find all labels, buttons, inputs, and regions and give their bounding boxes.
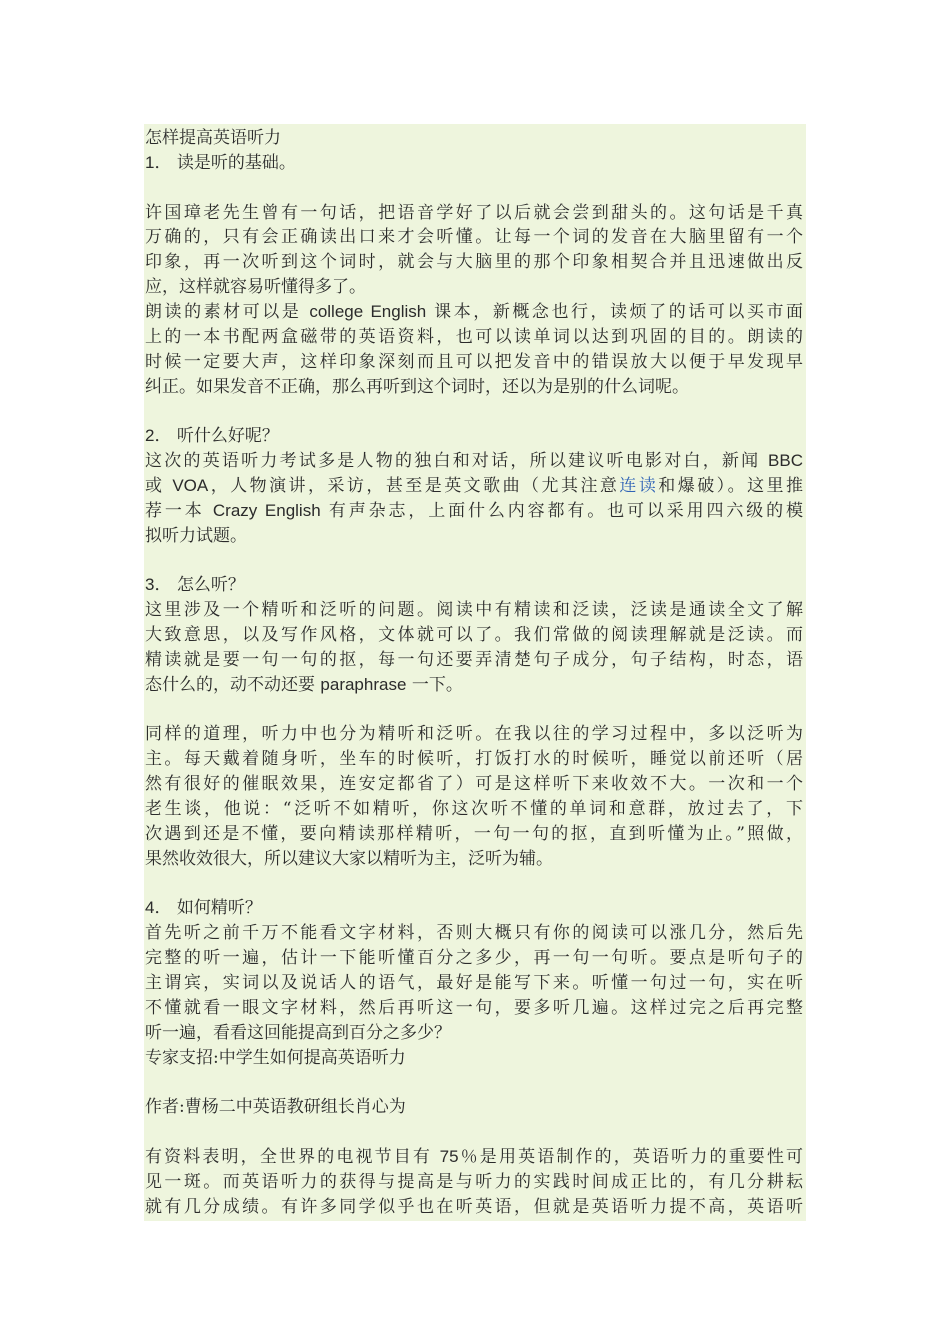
text-line: 荐一本 Crazy English 有声杂志，上面什么内容都有。也可以采用四六级的模	[145, 500, 804, 521]
text-line: 主谓宾，实词以及说话人的语气，最好是能写下来。听懂一句过一句，实在听	[145, 972, 803, 993]
text-line: 上的一本书配两盒磁带的英语资料，也可以读单词以达到巩固的目的。朗读的	[145, 326, 803, 347]
text-line: 印象，再一次听到这个词时，就会与大脑里的那个印象相契合并且迅速做出反	[145, 252, 803, 273]
text-line: 3． 怎么听？	[145, 575, 245, 596]
text-line: 首先听之前千万不能看文字材料，否则大概只有你的阅读可以涨几分，然后先	[145, 923, 803, 944]
highlighted-text-block	[144, 124, 806, 1221]
text-line: 老生谈，他说：“泛听不如精听，你这次听不懂的单词和意群，放过去了，下	[145, 799, 803, 819]
text-line: 见一斑。而英语听力的获得与提高是与听力的实践时间成正比的，有几分耕耘	[145, 1171, 803, 1192]
text-line: 态什么的，动不动还要 paraphrase 一下。	[145, 674, 463, 695]
latin-text: 75	[439, 1146, 459, 1166]
text-line: 万确的，只有会正确读出口来才会听懂。让每一个词的发音在大脑里留有一个	[145, 227, 803, 248]
text-line: 听一遍，看看这回能提高到百分之多少？	[145, 1022, 451, 1043]
text-line: 怎样提高英语听力	[145, 128, 281, 148]
text-line: 2． 听什么好呢？	[145, 426, 279, 447]
text-line: 许国璋老先生曾有一句话，把语音学好了以后就会尝到甜头的。这句话是千真	[145, 202, 803, 223]
text-line: 专家支招:中学生如何提高英语听力	[145, 1047, 406, 1068]
latin-text: 1	[145, 152, 155, 172]
text-line: 同样的道理，听力中也分为精听和泛听。在我以往的学习过程中，多以泛听为	[145, 724, 803, 745]
latin-text: 2	[145, 426, 155, 446]
text-line: 果然收效很大，所以建议大家以精听为主，泛听为辅。	[145, 848, 553, 869]
latin-text: Crazy English	[212, 500, 321, 520]
text-line: 大致意思，以及写作风格，文体就可以了。我们常做的阅读理解就是泛读。而	[145, 625, 803, 645]
text-line: 时候一定要大声，这样印象深刻而且可以把发音中的错误放大以便于早发现早	[145, 351, 803, 372]
text-line: 或 VOA，人物演讲，采访，甚至是英文歌曲（尤其注意连读和爆破）。这里推	[145, 475, 804, 496]
latin-text: VOA	[172, 475, 209, 495]
text-line: 精读就是要一句一句的抠，每一句还要弄清楚句子成分，句子结构，时态，语	[145, 649, 803, 670]
latin-text: college English	[309, 302, 427, 321]
text-line: 这里涉及一个精听和泛听的问题。阅读中有精读和泛读，泛读是通读全文了解	[145, 600, 803, 621]
text-line: 不懂就看一眼文字材料，然后再听这一句，要多听几遍。这样过完之后再完整	[145, 997, 803, 1018]
latin-text: 4	[145, 898, 155, 918]
text-line: 然有很好的催眠效果，连安定都省了）可是这样听下来收效不大。一次和一个	[145, 774, 803, 795]
text-line: 应，这样就容易听懂得多了。	[145, 277, 366, 298]
text-line: 朗读的素材可以是 college English 课本，新概念也行，读烦了的话可以买市面	[145, 302, 804, 322]
latin-text: 3	[145, 575, 155, 595]
latin-text: paraphrase	[320, 674, 407, 694]
text-line: 纠正。如果发音不正确，那么再听到这个词时，还以为是别的什么词呢。	[145, 376, 689, 397]
text-line: 主。每天戴着随身听，坐车的时候听，打饭打水的时候听，睡觉以前还听（居	[145, 749, 803, 770]
latin-text: BBC	[768, 451, 803, 471]
text-line: 拟听力试题。	[145, 525, 247, 546]
text-line: 次遇到还是不懂，要向精读那样精听，一句一句的抠，直到听懂为止。”照做，	[145, 823, 803, 844]
text-line: 完整的听一遍，估计一下能听懂百分之多少，再一句一句听。要点是听句子的	[145, 948, 803, 969]
text-line: 有资料表明，全世界的电视节目有 75％是用英语制作的，英语听力的重要性可	[145, 1146, 804, 1167]
text-line: 这次的英语听力考试多是人物的独白和对话，所以建议听电影对白，新闻 BBC	[145, 451, 803, 472]
text-line: 作者:曹杨二中英语教研组长肖心为	[145, 1097, 406, 1118]
text-line: 4． 如何精听？	[145, 898, 262, 919]
text-line: 1． 读是听的基础。	[145, 152, 296, 173]
text-line: 就有几分成绩。有许多同学似乎也在听英语，但就是英语听力提不高，英语听	[145, 1196, 803, 1217]
inline-link[interactable]: 连读	[619, 475, 659, 496]
